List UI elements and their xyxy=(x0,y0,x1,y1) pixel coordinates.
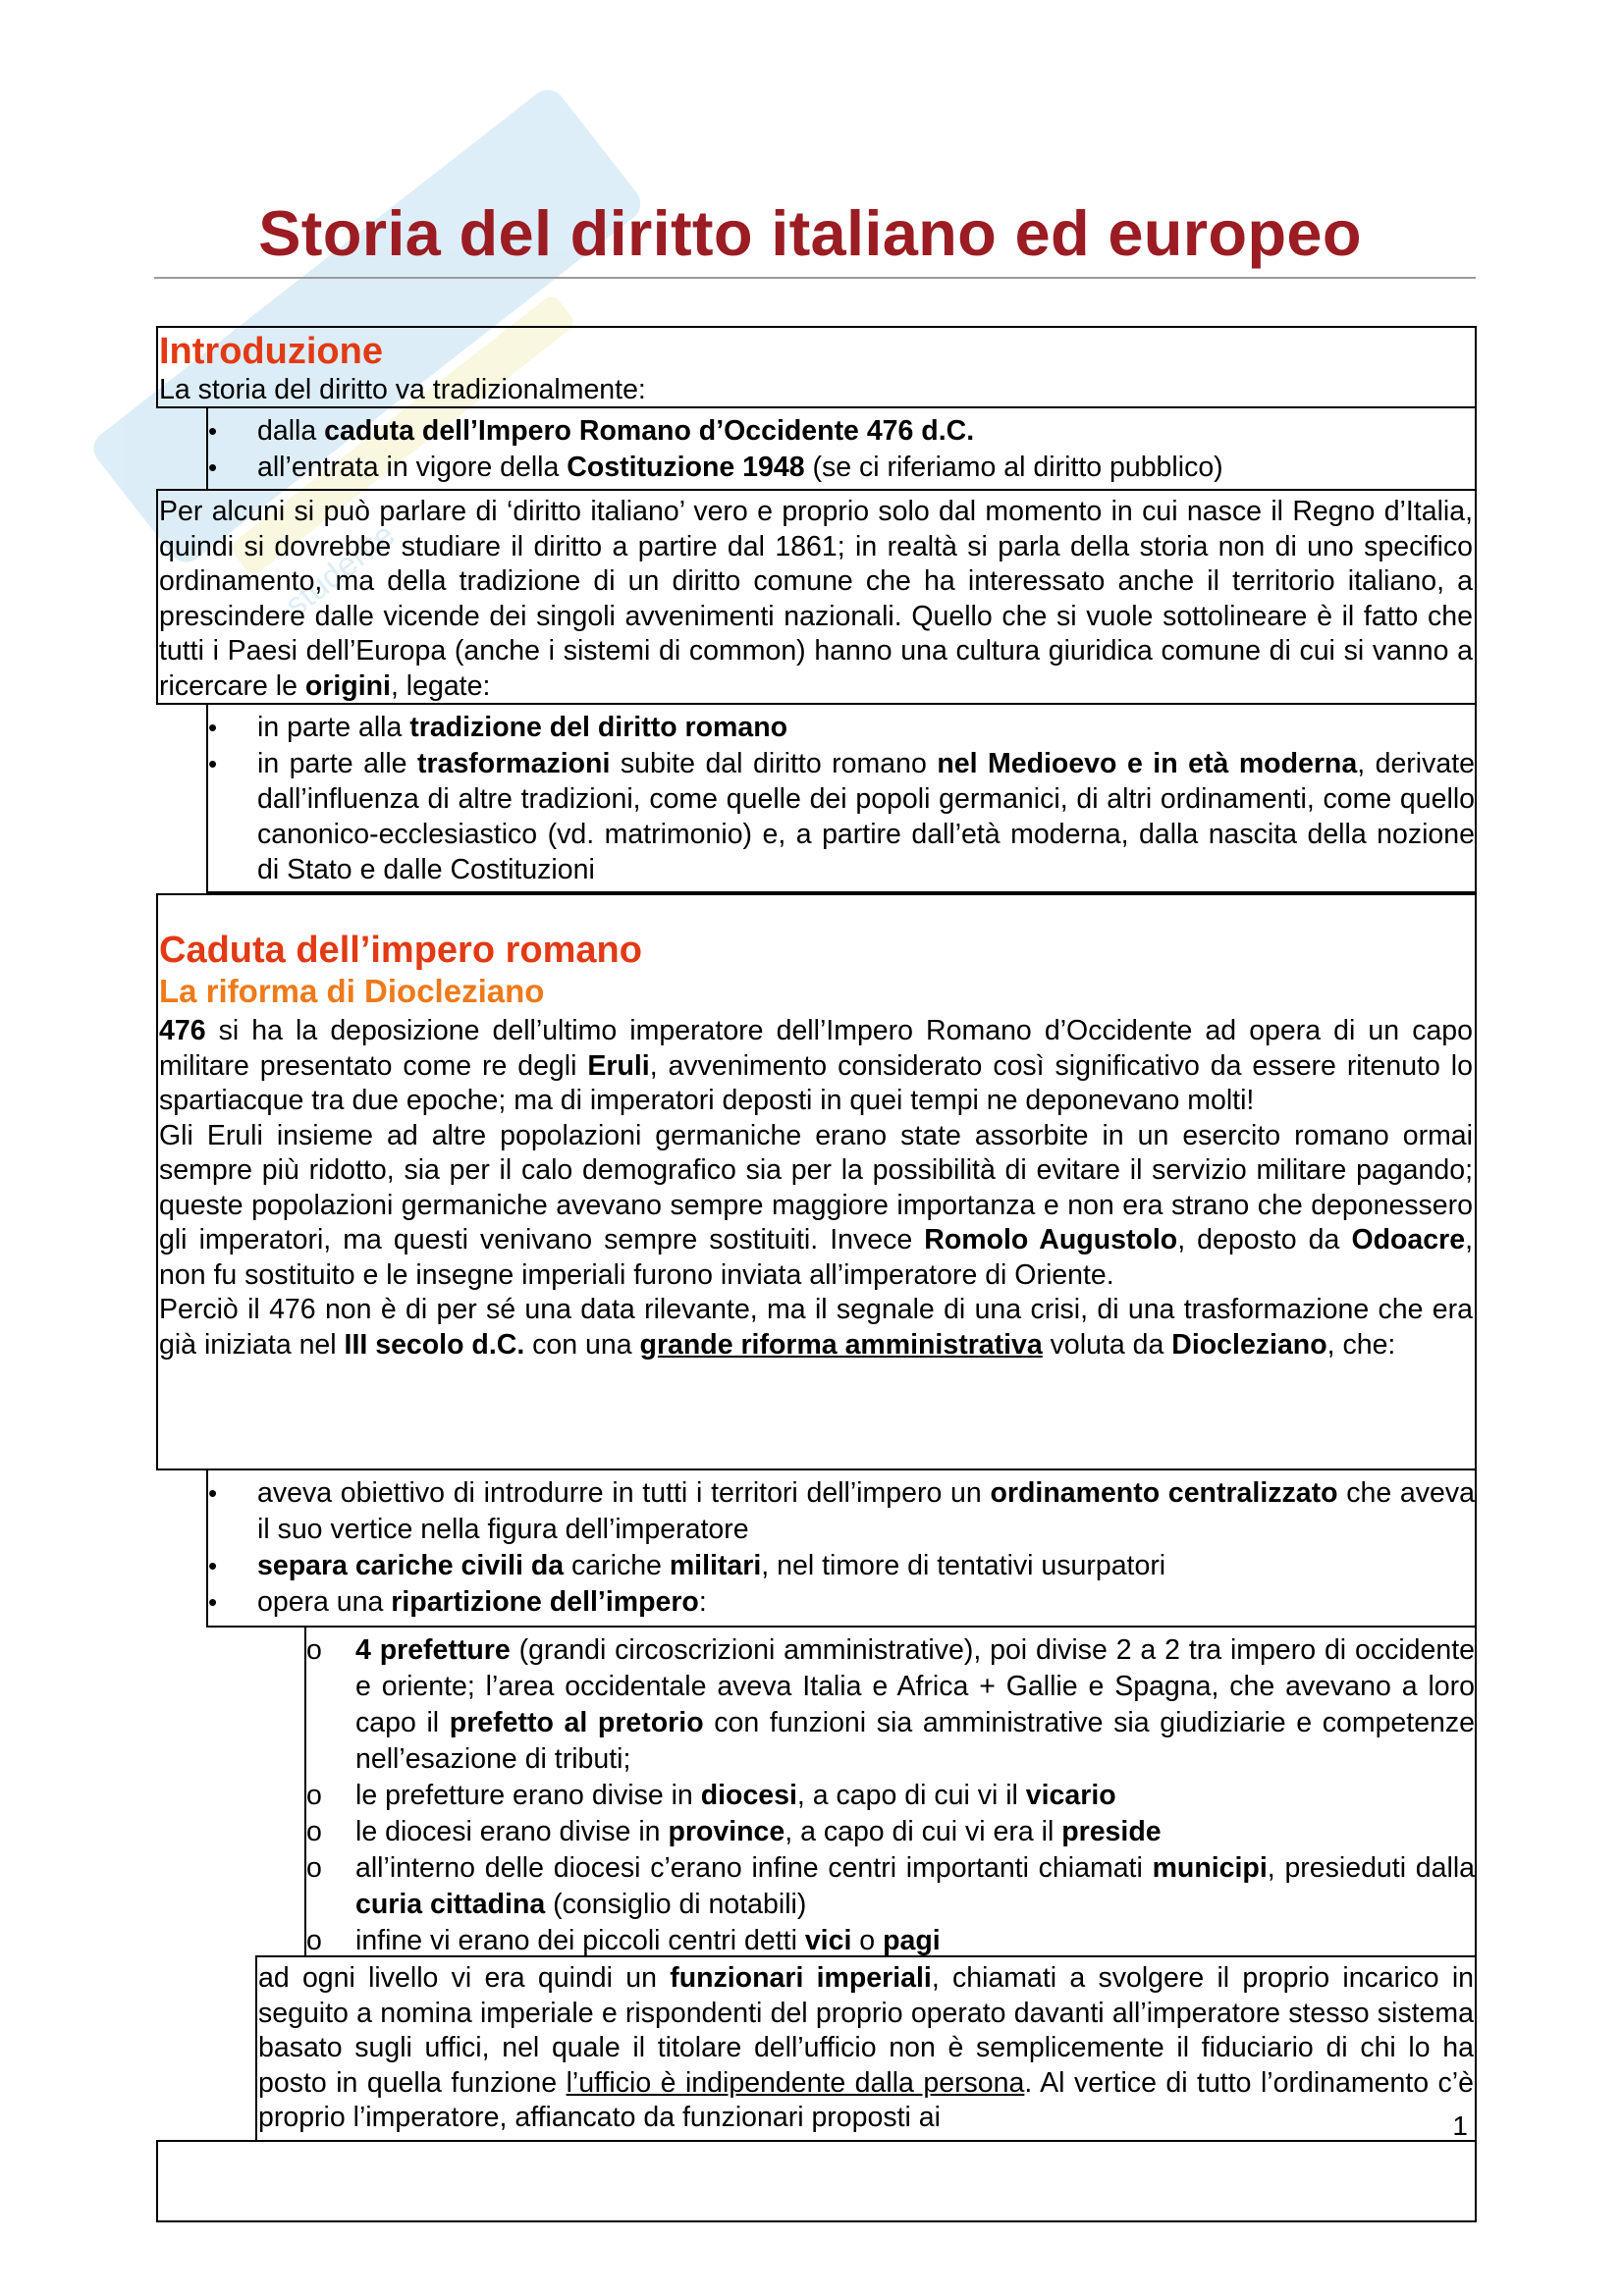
intro-heading: Introduzione xyxy=(159,331,383,372)
list-item: o le prefetture erano divise in diocesi, a capo di cui vi il vicario xyxy=(306,1780,1116,1811)
svg-text:studente: studente xyxy=(278,515,403,624)
list-item: o le diocesi erano divise in province, a capo di cui vi era il preside xyxy=(306,1816,1162,1847)
list-item: • in parte alle trasformazioni subite dal diritto romano nel Medioevo e in età moderna, derivate dall’influenza di altre tradizioni, come quelle dei popoli germanici, di altri ordinamenti, come quello canonico-ecclesiastico (vd. matrimonio) e, a partire dall’età moderna, dalla nascita della nozione di Stato e dalle Costituzioni xyxy=(208,746,1475,887)
caduta-block xyxy=(159,929,1473,1362)
list-item: • opera una ripartizione dell’impero: xyxy=(208,1584,1475,1621)
list-item: • separa cariche civili da cariche militari, nel timore di tentativi usurpatori xyxy=(208,1548,1475,1584)
intro-heading-block xyxy=(159,330,1475,407)
caduta-paragraph-3: Perciò il 476 non è di per sé una data rilevante, ma il segnale di una crisi, di una trasformazione che era già iniziata nel III secolo d.C. con una grande riforma amministrativa voluta da Diocleziano, che: xyxy=(159,1294,1473,1361)
funzionari-paragraph: ad ogni livello vi era quindi un funzionari imperiali, chiamati a svolgere il proprio incarico in seguito a nomina imperiale e rispondenti del proprio operato davanti all’imperatore stesso sistema basato sugli uffici, nel quale il titolare dell’ufficio non è semplicemente il fiduciario di chi lo ha posto in quella funzione l’ufficio è indipendente dalla persona. Al vertice di tutto l’ordinamento c’è proprio l’imperatore, affiancato da funzionari proposti ai xyxy=(258,1962,1474,2133)
caduta-paragraph-2: Gli Eruli insieme ad altre popolazioni germaniche erano state assorbite in un esercito romano ormai sempre più ridotto, sia per il calo demografico sia per la possibilità di evitare il servizio militare pagando; queste popolazioni germaniche avevano sempre maggiore importanza e non era strano che deponessero gli imperatori, ma questi venivano sempre sostituiti. Invece Romolo Augustolo, deposto da Odoacre, non fu sostituito e le insegne imperiali furono inviata all’imperatore di Oriente. xyxy=(159,1119,1473,1291)
list-item: o all’interno delle diocesi c’erano infine centri importanti chiamati municipi, presieduti dalla curia cittadina (consiglio di notabili) xyxy=(306,1852,1475,1920)
list-item: o infine vi erano dei piccoli centri detti vici o pagi xyxy=(306,1925,941,1956)
list-item: • aveva obiettivo di introdurre in tutti i territori dell’impero un ordinamento centralizzato che aveva il suo vertice nella figura dell’imperatore xyxy=(208,1475,1475,1548)
intro-paragraph: Per alcuni si può parlare di ‘diritto italiano’ vero e proprio solo dal momento in cui nasce il Regno d’Italia, quindi si dovrebbe studiare il diritto a partire dal 1861; in realtà si parla della storia non di uno specifico ordinamento, ma della tradizione di un diritto comune che ha interessato anche il territorio italiano, a prescindere dalle vicende dei singoli avvenimenti nazionali. Quello che si vuole sottolineare è il fatto che tutti i Paesi dell’Europa (anche i sistemi di common) hanno una cultura giuridica comune di cui si vanno a ricercare le origini, legate: xyxy=(159,496,1473,702)
list-item: o 4 prefetture (grandi circoscrizioni amministrative), poi divise 2 a 2 tra impero di occidente e oriente; l’area occidentale aveva Italia e Africa + Gallie e Spagna, che avevano a loro capo il prefetto al pretorio con funzioni sia amministrative sia giudiziarie e competenze nell’esazione di tributi; xyxy=(306,1634,1476,1775)
title-rule xyxy=(154,277,1476,279)
intro-lead: La storia del diritto va tradizionalmente: xyxy=(159,373,646,405)
diocleziano-list xyxy=(208,1475,1475,1621)
list-item: • dalla caduta dell’Impero Romano d’Occidente 476 d.C. xyxy=(208,413,1475,450)
intro-list xyxy=(208,413,1475,486)
ripartizione-list xyxy=(306,1632,1475,1959)
caduta-subheading: La riforma di Diocleziano xyxy=(159,972,545,1009)
page-number: 1 xyxy=(1452,2110,1468,2141)
caduta-heading: Caduta dell’impero romano xyxy=(159,930,642,971)
footer-box xyxy=(156,2140,1477,2222)
list-item: • all’entrata in vigore della Costituzione 1948 (se ci riferiamo al diritto pubblico) xyxy=(208,450,1475,486)
list-item: • in parte alla tradizione del diritto romano xyxy=(208,710,1475,746)
intro-origins-list xyxy=(208,710,1475,887)
document-title: Storia del diritto italiano ed europeo xyxy=(258,197,1362,269)
caduta-paragraph-1: 476 si ha la deposizione dell’ultimo imperatore dell’Impero Romano d’Occidente ad opera di un capo militare presentato come re degli Eruli, avvenimento considerato così significativo da essere ritenuto lo spartiacque tra due epoche; ma di imperatori deposti in quei tempi ne deponevano molti! xyxy=(159,1015,1473,1117)
